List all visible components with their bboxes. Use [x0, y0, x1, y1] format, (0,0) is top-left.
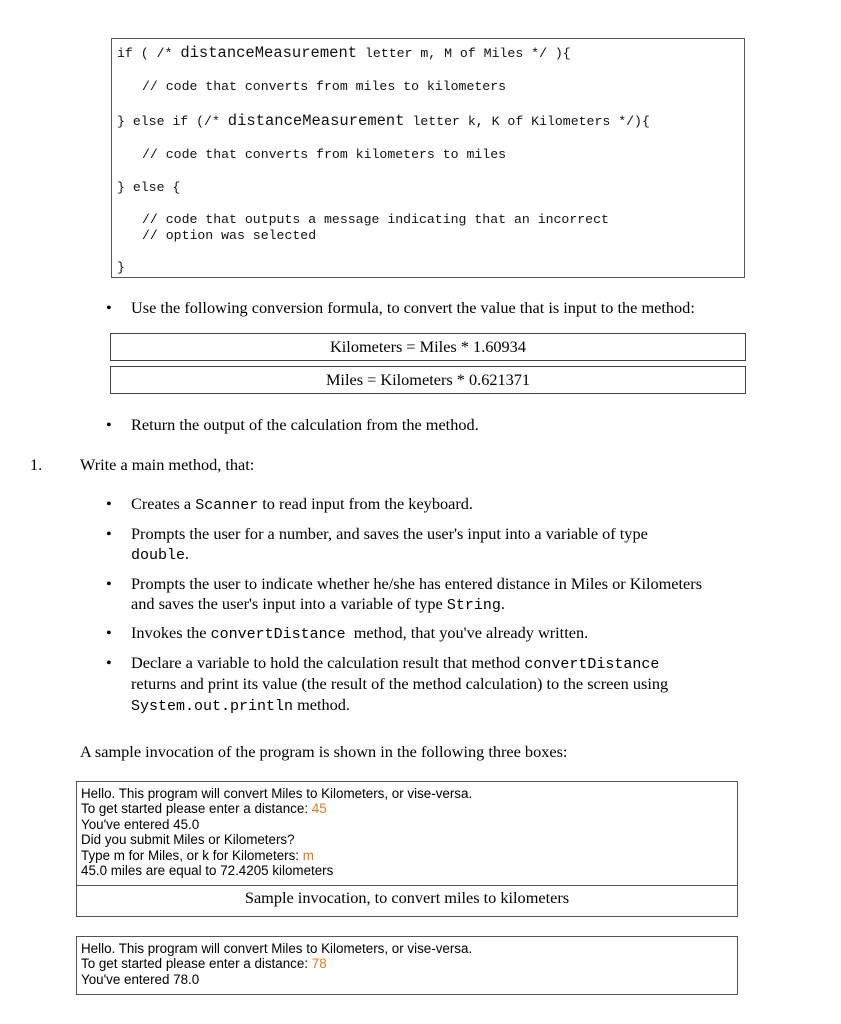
sample-box-2	[76, 936, 738, 995]
bullet-dot: •	[106, 653, 112, 672]
sample1-line-entered: You've entered 45.0	[81, 816, 200, 832]
bullet-return-output: • Return the output of the calculation from the method.	[106, 415, 479, 434]
code-comment-incorrect-1: // code that outputs a message indicating that an incorrect	[142, 212, 609, 227]
bullet-dot: •	[106, 574, 112, 593]
main-method-heading: Write a main method, that:	[80, 455, 255, 474]
code-line-if: if ( /* distanceMeasurement letter m, M of Miles */ ){	[117, 44, 571, 62]
code-comment-km: // code that converts from kilometers to miles	[142, 147, 507, 162]
sample-box-1	[76, 781, 738, 917]
bullet-scanner: • Creates a Scanner to read input from the keyboard.	[106, 494, 473, 514]
sample2-line-hello: Hello. This program will convert Miles to Kilometers, or vise-versa.	[81, 941, 473, 956]
bullet-dot: •	[106, 415, 112, 434]
sample1-line-question: Did you submit Miles or Kilometers?	[81, 832, 295, 848]
sample2-line-distance: To get started please enter a distance: 78	[81, 956, 327, 972]
code-comment-miles: // code that converts from miles to kilometers	[142, 79, 507, 94]
sample1-caption: Sample invocation, to convert miles to kilometers	[77, 885, 737, 912]
code-box	[111, 38, 745, 278]
code-line-else-if: } else if (/* distanceMeasurement letter k, K of Kilometers */){	[117, 112, 650, 130]
sample-intro: A sample invocation of the program is shown in the following three boxes:	[80, 742, 568, 761]
sample1-line-result: 45.0 miles are equal to 72.4205 kilometers	[81, 863, 334, 879]
bullet-invoke-method: • Invokes the convertDistance method, that you've already written.	[106, 623, 589, 643]
bullet-dot: •	[106, 494, 112, 513]
sample2-line-entered: You've entered 78.0	[81, 971, 200, 987]
sample1-line-hello: Hello. This program will convert Miles to Kilometers, or vise-versa.	[81, 786, 473, 801]
formula-km: Kilometers = Miles * 1.60934	[110, 333, 746, 361]
code-line-else: } else {	[117, 180, 181, 195]
bullet-dot: •	[106, 298, 112, 317]
bullet-prompt-number: • Prompts the user for a number, and saves the user's input into a variable of type double.	[106, 524, 648, 564]
code-closing-brace: }	[117, 260, 125, 275]
formula-miles: Miles = Kilometers * 0.621371	[110, 366, 746, 394]
sample1-line-distance: To get started please enter a distance: 45	[81, 801, 327, 817]
code-comment-incorrect-2: // option was selected	[142, 228, 317, 243]
bullet-formula-intro: • Use the following conversion formula, to convert the value that is input to the method:	[106, 298, 695, 317]
list-number: 1.	[30, 455, 43, 474]
bullet-dot: •	[106, 623, 112, 642]
sample1-line-type: Type m for Miles, or k for Kilometers: m	[81, 847, 314, 863]
bullet-declare-variable: • Declare a variable to hold the calculation result that method convertDistance returns and print its value (the result of the method calculation) to the screen using System.out.println method.	[106, 653, 669, 715]
bullet-dot: •	[106, 524, 112, 543]
bullet-prompt-unit: • Prompts the user to indicate whether he/she has entered distance in Miles or Kilometers and saves the user's input into a variable of type String.	[106, 574, 703, 614]
